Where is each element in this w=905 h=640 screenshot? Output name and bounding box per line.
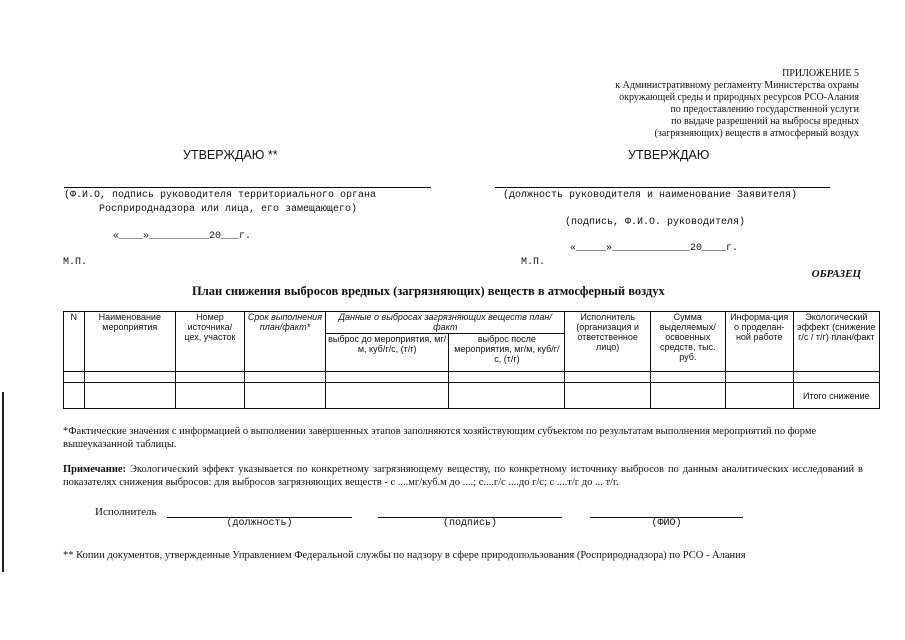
scan-edge-line xyxy=(2,392,4,572)
approve-right-signature-line xyxy=(495,187,830,188)
note-text: Экологический эффект указывается по конкретному загрязняющему веществу, по конкретному источнику выбросов по данным аналитических исследований в показателях снижения выбросов: для выбросов загрязняющих веществ - с ....мг/куб.м до ....; с....г/с ....до г/с; с ....т/г до ... т/г. xyxy=(63,464,863,488)
executor-label: Исполнитель xyxy=(95,506,157,518)
table-cell xyxy=(650,383,725,409)
table-cell xyxy=(449,383,565,409)
table-cell xyxy=(565,372,650,383)
approve-left-caption-1: (Ф.И.О, подпись руководителя территориального органа xyxy=(64,190,377,201)
appendix-line: по предоставлению государственной услуги xyxy=(670,104,859,115)
approve-left-stamp: М.П. xyxy=(63,257,88,268)
col-header-term: Срок выполнения план/факт* xyxy=(244,312,325,372)
table-cell xyxy=(326,372,449,383)
footnote-copies: ** Копии документов, утвержденные Управлением Федеральной службы по надзору в сфере природопользования (Росприроднадзора) по РСО - Алания xyxy=(63,550,746,561)
col-header-n: N xyxy=(64,312,85,372)
appendix-line: (загрязняющих) веществ в атмосферный воздух xyxy=(654,128,859,139)
approve-left-caption-2: Росприроднадзора или лица, его замещающего) xyxy=(99,204,358,215)
table-cell xyxy=(176,372,245,383)
approve-right-caption-1: (должность руководителя и наименование Заявителя) xyxy=(503,190,798,201)
sample-mark: ОБРАЗЕЦ xyxy=(811,268,861,280)
document-title: План снижения выбросов вредных (загрязняющих) веществ в атмосферный воздух xyxy=(192,284,665,298)
table-cell xyxy=(244,383,325,409)
plan-table xyxy=(63,311,880,409)
appendix-line: по выдаче разрешений на выбросы вредных xyxy=(671,116,859,127)
total-reduction-cell: Итого снижение xyxy=(793,383,879,409)
table-cell xyxy=(244,372,325,383)
appendix-line: ПРИЛОЖЕНИЕ 5 xyxy=(782,68,859,79)
footnote-fact: *Фактические значения с информацией о выполнении завершенных этапов заполняются хозяйствующим субъектом по результатам выполнения мероприятий по форме вышеуказанной таблицы. xyxy=(63,426,817,450)
position-caption: (должность) xyxy=(226,518,293,529)
approve-left-signature-line xyxy=(64,187,431,188)
col-header-before: выброс до мероприятия, мг/м, куб/г/с, (т/г) xyxy=(326,334,449,372)
approve-left-title: УТВЕРЖДАЮ ** xyxy=(183,148,278,162)
col-header-source: Номер источника/ цех, участок xyxy=(176,312,245,372)
fio-caption: (ФИО) xyxy=(651,518,682,529)
approve-left-date: «____»__________20___г. xyxy=(113,231,252,242)
table-row xyxy=(64,372,880,383)
appendix-line: к Административному регламенту Министерства охраны xyxy=(615,80,859,91)
col-header-executor: Исполнитель (организация и ответственное лицо) xyxy=(565,312,650,372)
table-cell xyxy=(326,383,449,409)
table-cell xyxy=(449,372,565,383)
approve-right-stamp: М.П. xyxy=(521,257,546,268)
col-header-after: выброс после мероприятия, мг/м, куб/г/с, (т/г) xyxy=(449,334,565,372)
table-cell xyxy=(650,372,725,383)
sign-caption: (подпись) xyxy=(442,518,497,529)
col-header-sum: Сумма выделяемых/ освоенных средств, тыс. руб. xyxy=(650,312,725,372)
appendix-header xyxy=(615,68,859,140)
table-cell xyxy=(84,383,175,409)
table-cell xyxy=(64,383,85,409)
table-cell xyxy=(84,372,175,383)
table-cell xyxy=(176,383,245,409)
approve-right-caption-2: (подпись, Ф.И.О. руководителя) xyxy=(565,217,746,228)
col-header-name: Наименование мероприятия xyxy=(84,312,175,372)
approve-right-date: «_____»_____________20____г. xyxy=(570,243,739,254)
note-label: Примечание: xyxy=(63,464,127,475)
table-cell xyxy=(793,372,879,383)
table-cell xyxy=(725,372,793,383)
approve-right-title: УТВЕРЖДАЮ xyxy=(628,148,710,162)
table-cell xyxy=(64,372,85,383)
appendix-line: окружающей среды и природных ресурсов РСО-Алания xyxy=(619,92,859,103)
table-cell xyxy=(725,383,793,409)
table-cell xyxy=(565,383,650,409)
col-header-info: Информа-ция о проделан-ной работе xyxy=(725,312,793,372)
col-header-emission-data: Данные о выбросах загрязняющих веществ план/факт xyxy=(326,312,565,334)
note-block xyxy=(63,463,863,489)
table-total-row xyxy=(64,383,880,409)
col-header-effect: Экологический эффект (снижение г/с / т/г) план/факт xyxy=(793,312,879,372)
